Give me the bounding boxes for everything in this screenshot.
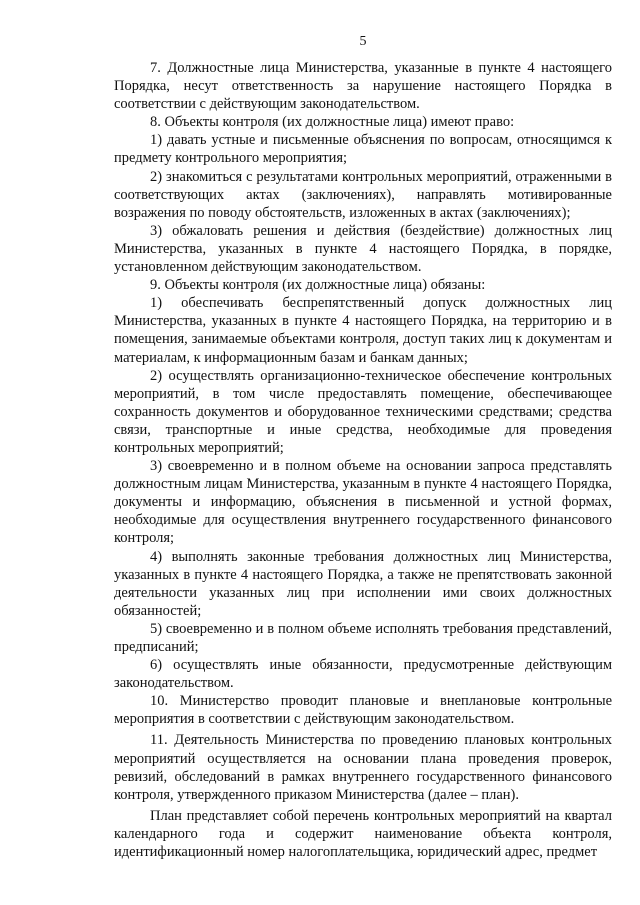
paragraph-8-right-1: 1) давать устные и письменные объяснения по вопросам, относящимся к предмету контрольного мероприятия; xyxy=(114,132,612,167)
paragraph-8-right-2: 2) знакомиться с результатами контрольных мероприятий, отраженными в соответствующих актах (заключениях), направлять мотивированные возражения по поводу обстоятельств, изложенных в актах (заключениях); xyxy=(114,168,612,221)
paragraph-10-inspections: 10. Министерство проводит плановые и внеплановые контрольные мероприятия в соответствии с действующим законодательством. xyxy=(114,693,612,728)
paragraph-9-duty-5: 5) своевременно и в полном объеме исполнять требования представлений, предписаний; xyxy=(114,620,612,655)
paragraph-9-duties-heading: 9. Объекты контроля (их должностные лица) обязаны: xyxy=(150,277,486,294)
paragraph-9-duty-3: 3) своевременно и в полном объеме на основании запроса представлять должностным лицам Министерства, указанным в пункте 4 настоящего Порядка, документы и информацию, объяснения в письменной и устной формах, необходимые для осуществления внутреннего государственного финансового контроля; xyxy=(114,458,612,547)
paragraph-7-responsibility: 7. Должностные лица Министерства, указанные в пункте 4 настоящего Порядка, несут ответственность за нарушение настоящего Порядка в соответствии с действующим законодательством. xyxy=(114,60,612,113)
paragraph-11-planned-activities: 11. Деятельность Министерства по проведению плановых контрольных мероприятий осуществляется на основании плана проведения проверок, ревизий, обследований в рамках внутреннего государственного финансового контроля, утвержденного приказом Министерства (далее – план). xyxy=(114,732,612,803)
paragraph-8-rights-heading: 8. Объекты контроля (их должностные лица) имеют право: xyxy=(150,114,515,131)
paragraph-9-duty-6: 6) осуществлять иные обязанности, предусмотренные действующим законодательством. xyxy=(114,657,612,692)
paragraph-9-duty-2: 2) осуществлять организационно-техническое обеспечение контрольных мероприятий, в том числе предоставлять помещение, обеспечивающее сохранность документов и оборудованное техническими средствами; средства связи, транспортные и иные средства, необходимые для проведения контрольных мероприятий; xyxy=(114,367,612,456)
page-number: 5 xyxy=(359,34,367,49)
paragraph-plan-description: План представляет собой перечень контрольных мероприятий на квартал календарного года и содержит наименование объекта контроля, идентификационный номер налогоплательщика, юридический адрес, предмет xyxy=(114,807,612,861)
paragraph-9-duty-1: 1) обеспечивать беспрепятственный допуск должностных лиц Министерства, указанных в пункте 4 настоящего Порядка, на территорию и в помещения, занимаемые объектами контроля, доступ таких лиц к документам и материалам, к информационным базам и банкам данных; xyxy=(114,295,612,366)
paragraph-9-duty-4: 4) выполнять законные требования должностных лиц Министерства, указанных в пункте 4 настоящего Порядка, а также не препятствовать законной деятельности указанных лиц при исполнении ими своих должностных обязанностей; xyxy=(114,548,612,619)
paragraph-8-right-3: 3) обжаловать решения и действия (бездействие) должностных лиц Министерства, указанных в пункте 4 настоящего Порядка, в порядке, установленном действующим законодательством. xyxy=(114,222,612,276)
